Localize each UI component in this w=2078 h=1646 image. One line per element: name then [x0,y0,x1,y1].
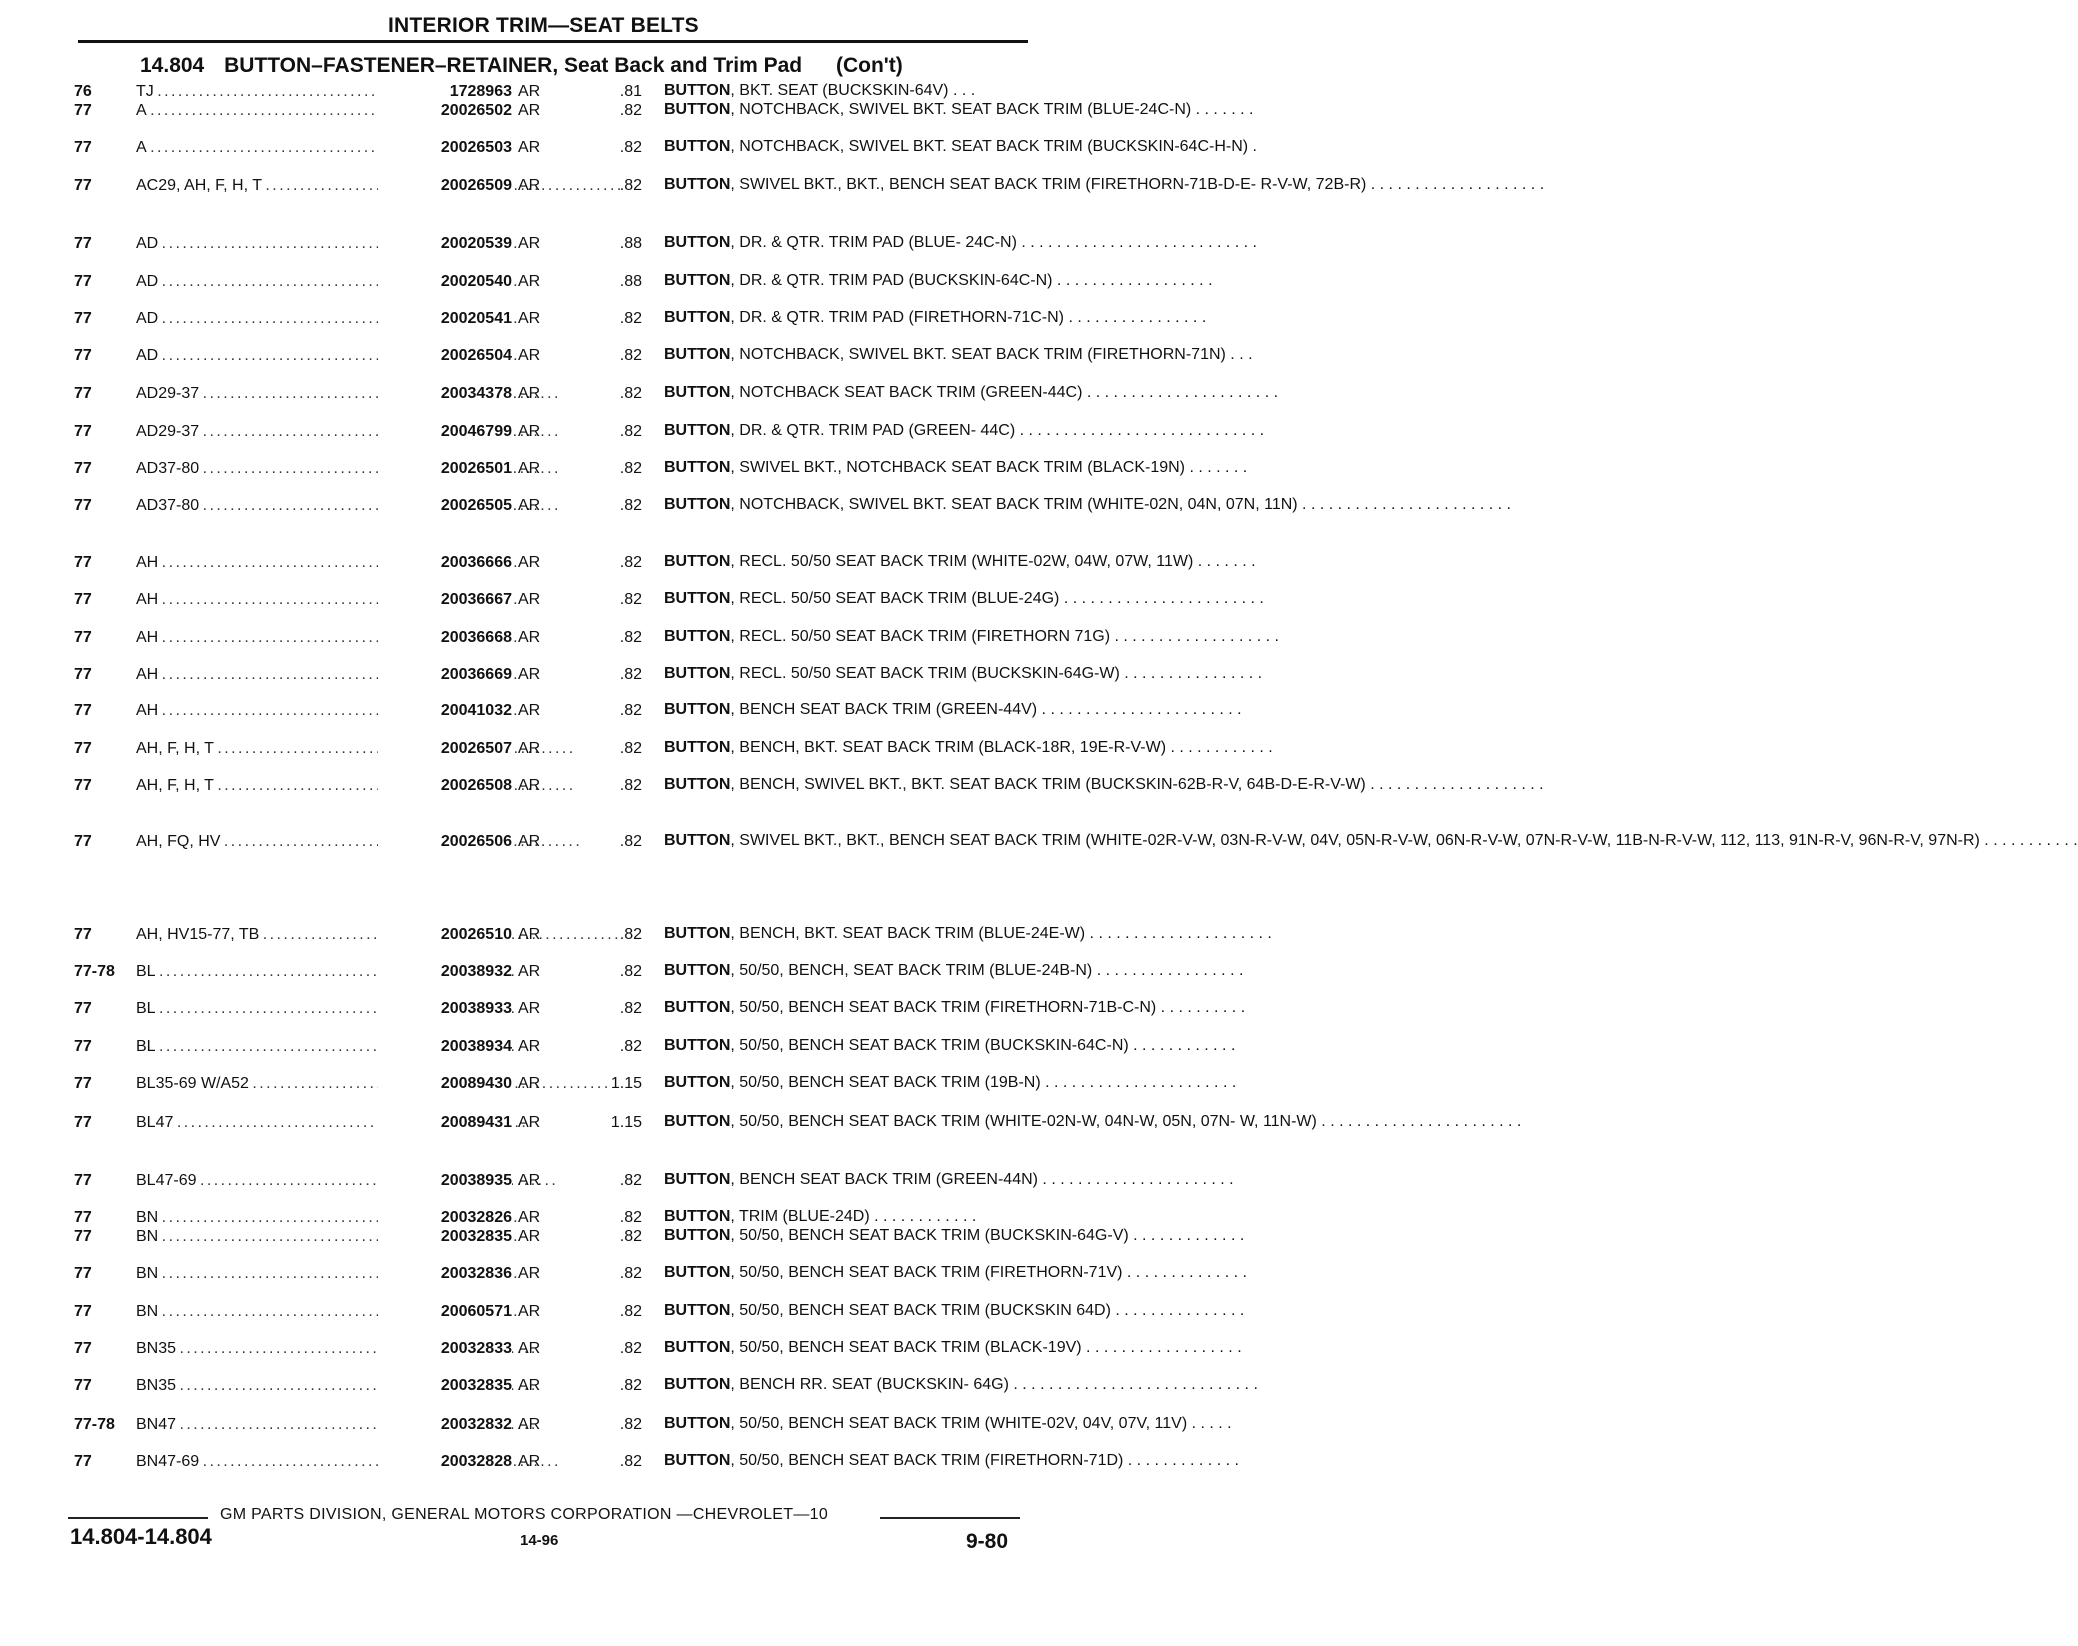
entry-part-number: 20032835 [378,1227,512,1246]
entry-model: BN . . . [136,1302,406,1321]
entry-description-block [664,590,1264,609]
entry-price: .82 [619,385,642,402]
entry-price: .82 [619,554,642,571]
entry-part-number: 20036669 [378,665,512,684]
entry-quantity: AR [518,1114,541,1131]
footer-page-number: 14-96 [520,1532,559,1549]
entry-model: TJ . . . [136,82,406,101]
entry-model: AH . . . [136,628,406,647]
entry-price: .82 [619,1377,642,1394]
entry-quantity: AR [518,1209,541,1226]
entry-price: .82 [619,423,642,440]
entry-price: .82 [619,591,642,608]
entry-model: AD . . . [136,309,406,328]
entry-part-number: 20026506 [378,832,512,851]
entry-model: BN47 . . . [136,1415,406,1434]
entry-quantity: AR [518,554,541,571]
entry-part-number: 20026507 [378,739,512,758]
entry-year: 77 [74,926,92,943]
entry-quantity: AR [518,310,541,327]
entry-price: .82 [619,1416,642,1433]
entry-description: BUTTON, SWIVEL BKT., BKT., BENCH SEAT BACK TRIM (FIRETHORN-71B-D-E- R-V-W, 72B-R) . . . . . . . . . . . . . . . . . . . . [664,176,1545,193]
entry-part-number: 20089431 [378,1113,512,1132]
entry-model: AD37-80 . . . [136,459,406,478]
entry-description-block [664,832,2078,851]
entry-part-number: 20026505 [378,496,512,515]
footer-rule-left [68,1517,208,1519]
entry-quantity: AR [518,1000,541,1017]
entry-description: BUTTON, BENCH SEAT BACK TRIM (GREEN-44V) . . . . . . . . . . . . . . . . . . . . . . . [664,701,1242,718]
entry-year: 77 [74,139,92,156]
entry-description: BUTTON, RECL. 50/50 SEAT BACK TRIM (BUCKSKIN-64G-W) . . . . . . . . . . . . . . . . [664,665,1263,682]
entry-description-block [664,234,1257,253]
entry-price: .82 [619,740,642,757]
entry-year: 77 [74,497,92,514]
entry-description-block [664,701,1242,720]
entry-year: 77 [74,1000,92,1017]
entry-year: 77 [74,1114,92,1131]
entry-year: 77 [74,310,92,327]
entry-part-number: 20026502 [378,101,512,120]
entry-description-block [664,1339,1242,1358]
entry-price: .82 [619,177,642,194]
entry-part-number: 20034378 [378,384,512,403]
entry-part-number: 20032836 [378,1264,512,1283]
entry-quantity: AR [518,740,541,757]
entry-description: BUTTON, 50/50, BENCH SEAT BACK TRIM (WHITE-02V, 04V, 07V, 11V) . . . . . [664,1415,1232,1432]
entry-price: .82 [619,1000,642,1017]
entry-part-number: 20032832 [378,1415,512,1434]
entry-price: .81 [619,83,642,100]
entry-price: .82 [619,963,642,980]
entry-price: .82 [619,666,642,683]
entry-description: BUTTON, NOTCHBACK, SWIVEL BKT. SEAT BACK TRIM (FIRETHORN-71N) . . . [664,346,1253,363]
entry-description-block [664,422,1265,441]
entry-year: 77 [74,629,92,646]
entry-price: .82 [619,1228,642,1245]
entry-year: 77 [74,702,92,719]
entry-price: .82 [619,1303,642,1320]
entry-model: A . . . [136,101,406,120]
entry-year: 77 [74,554,92,571]
entry-year: 77 [74,1303,92,1320]
entry-model: AH . . . [136,590,406,609]
entry-description-block [664,1208,1024,1227]
entry-year: 77 [74,740,92,757]
entry-year: 77 [74,385,92,402]
entry-description-block [664,1037,1236,1056]
entry-part-number: 20032835 [378,1376,512,1395]
entry-quantity: AR [518,423,541,440]
entry-description: BUTTON, BENCH, SWIVEL BKT., BKT. SEAT BACK TRIM (BUCKSKIN-62B-R-V, 64B-D-E-R-V-W) . . . . . . . . . . . . . . . . . . . . [664,776,1544,793]
entry-description: BUTTON, RECL. 50/50 SEAT BACK TRIM (BLUE-24G) . . . . . . . . . . . . . . . . . . . . . . . [664,590,1264,607]
entry-quantity: AR [518,273,541,290]
entry-year: 77 [74,423,92,440]
entry-description: BUTTON, NOTCHBACK, SWIVEL BKT. SEAT BACK TRIM (BUCKSKIN-64C-H-N) . [664,138,1257,155]
entry-part-number: 20026501 [378,459,512,478]
entry-description-block [664,1074,1237,1093]
footer-date: 9-80 [966,1530,1009,1553]
entry-description-block [664,628,1279,647]
entry-part-number: 20038935 [378,1171,512,1190]
entry-model: AH, HV15-77, TB . . . [136,925,406,944]
entry-price: .82 [619,310,642,327]
entry-quantity: AR [518,385,541,402]
entry-price: .82 [619,1265,642,1282]
entry-description: BUTTON, TRIM (BLUE-24D) . . . . . . . . . . . . [664,1208,977,1225]
entry-description: BUTTON, DR. & QTR. TRIM PAD (FIRETHORN-71C-N) . . . . . . . . . . . . . . . . [664,309,1207,326]
entry-description-block [664,665,1263,684]
entry-model: BL47-69 . . . [136,1171,406,1190]
entry-description-block [664,346,1253,365]
entry-quantity: AR [518,1038,541,1055]
entry-quantity: AR [518,347,541,364]
entry-part-number: 20020541 [378,309,512,328]
entry-price: .82 [619,497,642,514]
entry-part-number: 20026509 [378,176,512,195]
entry-description-block [664,1171,1234,1190]
entry-description: BUTTON, 50/50, BENCH SEAT BACK TRIM (19B-N) . . . . . . . . . . . . . . . . . . . . . . [664,1074,1237,1091]
section-heading [140,54,903,78]
entry-model: BN47-69 . . . [136,1452,406,1471]
entry-price: .82 [619,1038,642,1055]
entry-year: 77 [74,1340,92,1357]
page-header-title: INTERIOR TRIM—SEAT BELTS [388,14,699,37]
entry-price: .82 [619,1340,642,1357]
entry-model: AC29, AH, F, H, T . . . [136,176,406,195]
entry-description-block [664,496,1511,515]
entry-quantity: AR [518,177,541,194]
entry-part-number: 20038934 [378,1037,512,1056]
entry-model: A . . . [136,138,406,157]
entry-part-number: 20026510 [378,925,512,944]
entry-price: .82 [619,833,642,850]
entry-description-block [664,739,1273,758]
section-number: 14.804 [140,54,205,77]
entry-description: BUTTON, 50/50, BENCH SEAT BACK TRIM (WHITE-02N-W, 04N-W, 05N, 07N- W, 11N-W) . . . . . . . . . . . . . . . . . . . . . . . [664,1113,1522,1130]
entry-quantity: AR [518,702,541,719]
entry-price: .82 [619,1209,642,1226]
entry-description: BUTTON, BENCH SEAT BACK TRIM (GREEN-44N) . . . . . . . . . . . . . . . . . . . . . . [664,1171,1234,1188]
entry-part-number: 20026508 [378,776,512,795]
entry-description-block [664,999,1246,1018]
entry-quantity: AR [518,1228,541,1245]
entry-part-number: 20041032 [378,701,512,720]
entry-description: BUTTON, DR. & QTR. TRIM PAD (GREEN- 44C) . . . . . . . . . . . . . . . . . . . . . . . . . . . . [664,422,1265,439]
entry-year: 77 [74,666,92,683]
entry-model: AH, F, H, T . . . [136,739,406,758]
entry-description: BUTTON, 50/50, BENCH SEAT BACK TRIM (BUCKSKIN-64C-N) . . . . . . . . . . . . [664,1037,1236,1054]
entry-part-number: 20032826 [378,1208,512,1227]
entry-part-number: 20026504 [378,346,512,365]
entry-quantity: AR [518,963,541,980]
entry-part-number: 20026503 [378,138,512,157]
entry-price: .82 [619,926,642,943]
footer-corporation: GM PARTS DIVISION, GENERAL MOTORS CORPORATION —CHEVROLET—10 [220,1506,829,1523]
entry-description-block [664,101,1254,120]
entry-quantity: AR [518,139,541,156]
entry-quantity: AR [518,1453,541,1470]
entry-year: 77 [74,460,92,477]
entry-description: BUTTON, DR. & QTR. TRIM PAD (BUCKSKIN-64C-N) . . . . . . . . . . . . . . . . . . [664,272,1213,289]
entry-quantity: AR [518,83,541,100]
entry-price: .82 [619,139,642,156]
entry-price: .82 [619,777,642,794]
entry-price: .82 [619,347,642,364]
entry-part-number: 20032828 [378,1452,512,1471]
entry-model: BL35-69 W/A52 . . . [136,1074,406,1093]
entry-part-number: 20089430 [378,1074,512,1093]
entry-year: 77 [74,347,92,364]
entry-part-number: 20038933 [378,999,512,1018]
entry-description-block [664,309,1207,328]
entry-price: .82 [619,1172,642,1189]
entry-quantity: AR [518,235,541,252]
entry-price: .88 [619,235,642,252]
entry-quantity: AR [518,460,541,477]
entry-year: 77 [74,273,92,290]
entry-model: AD29-37 . . . [136,422,406,441]
entry-model: AD . . . [136,346,406,365]
entry-model: BN35 . . . [136,1376,406,1395]
entry-description: BUTTON, NOTCHBACK, SWIVEL BKT. SEAT BACK TRIM (BLUE-24C-N) . . . . . . . [664,101,1254,118]
entry-description: BUTTON, NOTCHBACK, SWIVEL BKT. SEAT BACK TRIM (WHITE-02N, 04N, 07N, 11N) . . . . . . . . . . . . . . . . . . . . . . . . [664,496,1511,513]
entry-part-number: 20036667 [378,590,512,609]
entry-part-number: 20020539 [378,234,512,253]
entry-quantity: AR [518,629,541,646]
entry-part-number: 1728963 [378,82,512,101]
entry-description-block [664,138,1257,157]
entry-description-block [664,384,1279,403]
entry-model: BL . . . [136,1037,406,1056]
entry-description: BUTTON, DR. & QTR. TRIM PAD (BLUE- 24C-N) . . . . . . . . . . . . . . . . . . . . . . . . . . . [664,234,1257,251]
entry-part-number: 20020540 [378,272,512,291]
entry-description-block [664,553,1256,572]
entry-year: 77 [74,777,92,794]
entry-year: 77 [74,1265,92,1282]
entry-price: 1.15 [610,1075,642,1092]
entry-year: 77 [74,235,92,252]
entry-description: BUTTON, 50/50, BENCH SEAT BACK TRIM (BUCKSKIN 64D) . . . . . . . . . . . . . . . [664,1302,1245,1319]
entry-description: BUTTON, 50/50, BENCH SEAT BACK TRIM (BUCKSKIN-64G-V) . . . . . . . . . . . . . [664,1227,1245,1244]
entry-description-block [664,1376,1258,1395]
entry-year: 77-78 [74,963,115,980]
entry-quantity: AR [518,777,541,794]
section-continued: (Con't) [835,54,903,77]
entry-description-block [664,176,1545,195]
entry-model: BN35 . . . [136,1339,406,1358]
entry-part-number: 20032833 [378,1339,512,1358]
entry-price: .82 [619,460,642,477]
entry-year: 77 [74,1075,92,1092]
entry-model: BN . . . [136,1227,406,1246]
entry-description-block [664,962,1244,981]
entry-quantity: AR [518,833,541,850]
entry-model: AH . . . [136,553,406,572]
entry-model: AH, FQ, HV . . . [136,832,406,851]
entry-description-block [664,272,1213,291]
entry-model: AH . . . [136,701,406,720]
entry-model: AD . . . [136,234,406,253]
entry-quantity: AR [518,1303,541,1320]
entry-description: BUTTON, BKT. SEAT (BUCKSKIN-64V) . . . [664,82,976,99]
entry-year: 76 [74,83,92,100]
entry-description: BUTTON, BENCH, BKT. SEAT BACK TRIM (BLACK-18R, 19E-R-V-W) . . . . . . . . . . . . [664,739,1273,756]
entry-model: AD . . . [136,272,406,291]
entry-description: BUTTON, 50/50, BENCH SEAT BACK TRIM (FIRETHORN-71B-C-N) . . . . . . . . . . [664,999,1246,1016]
entry-year: 77 [74,591,92,608]
section-title: BUTTON–FASTENER–RETAINER, Seat Back and Trim Pad [224,54,803,77]
entry-quantity: AR [518,1075,541,1092]
entry-description: BUTTON, NOTCHBACK SEAT BACK TRIM (GREEN-44C) . . . . . . . . . . . . . . . . . . . . . . [664,384,1279,401]
entry-part-number: 20036666 [378,553,512,572]
entry-year: 77-78 [74,1416,115,1433]
entry-description: BUTTON, SWIVEL BKT., NOTCHBACK SEAT BACK TRIM (BLACK-19N) . . . . . . . [664,459,1248,476]
entry-quantity: AR [518,1265,541,1282]
entry-price: .82 [619,1453,642,1470]
entry-description: BUTTON, BENCH RR. SEAT (BUCKSKIN- 64G) . . . . . . . . . . . . . . . . . . . . . . . . . . . . [664,1376,1258,1393]
entry-quantity: AR [518,102,541,119]
entry-quantity: AR [518,591,541,608]
entry-price: .82 [619,702,642,719]
entry-quantity: AR [518,1377,541,1394]
entry-description-block [664,776,1544,795]
entry-model: BL . . . [136,962,406,981]
entry-quantity: AR [518,1416,541,1433]
entry-model: AH, F, H, T . . . [136,776,406,795]
entry-part-number: 20036668 [378,628,512,647]
entry-price: .88 [619,273,642,290]
entry-quantity: AR [518,497,541,514]
entry-part-number: 20038932 [378,962,512,981]
entry-model: BL47 . . . [136,1113,406,1132]
entry-model: BL . . . [136,999,406,1018]
entry-description-block [664,1302,1245,1321]
header-rule [78,40,1028,43]
entry-description: BUTTON, SWIVEL BKT., BKT., BENCH SEAT BACK TRIM (WHITE-02R-V-W, 03N-R-V-W, 04V, 05N-R-V-W, 06N-R-V-W, 07N-R-V-W, 11B-N-R-V-W, 112, 113, 91N-R-V, 96N-R-V, 97N-R) . . . . . . . . . . . [664,832,2078,849]
entry-year: 77 [74,833,92,850]
entry-model: BN . . . [136,1264,406,1283]
entry-price: 1.15 [610,1114,642,1131]
entry-model: BN . . . [136,1208,406,1227]
entry-quantity: AR [518,1172,541,1189]
entry-year: 77 [74,1209,92,1226]
entry-description: BUTTON, RECL. 50/50 SEAT BACK TRIM (FIRETHORN 71G) . . . . . . . . . . . . . . . . . . . [664,628,1279,645]
entry-quantity: AR [518,926,541,943]
entry-year: 77 [74,177,92,194]
entry-description: BUTTON, RECL. 50/50 SEAT BACK TRIM (WHITE-02W, 04W, 07W, 11W) . . . . . . . [664,553,1256,570]
entry-year: 77 [74,1453,92,1470]
entry-model: AH . . . [136,665,406,684]
entry-description-block [664,459,1248,478]
entry-description: BUTTON, 50/50, BENCH SEAT BACK TRIM (BLACK-19V) . . . . . . . . . . . . . . . . . . [664,1339,1242,1356]
footer-rule-right [880,1517,1020,1519]
entry-description: BUTTON, 50/50, BENCH, SEAT BACK TRIM (BLUE-24B-N) . . . . . . . . . . . . . . . . . [664,962,1244,979]
entry-price: .82 [619,102,642,119]
entry-year: 77 [74,1377,92,1394]
entry-part-number: 20060571 [378,1302,512,1321]
entry-description-block [664,1227,1245,1246]
entry-quantity: AR [518,666,541,683]
entry-description-block [664,1113,1522,1132]
entry-part-number: 20046799 [378,422,512,441]
entry-description: BUTTON, BENCH, BKT. SEAT BACK TRIM (BLUE-24E-W) . . . . . . . . . . . . . . . . . . . . . [664,925,1272,942]
entry-year: 77 [74,1228,92,1245]
entry-description-block [664,82,1024,101]
entry-description-block [664,1415,1232,1434]
entry-description: BUTTON, 50/50, BENCH SEAT BACK TRIM (FIRETHORN-71D) . . . . . . . . . . . . . [664,1452,1239,1469]
entry-description-block [664,925,1272,944]
entry-quantity: AR [518,1340,541,1357]
entry-price: .82 [619,629,642,646]
footer-section-range: 14.804-14.804 [70,1524,212,1549]
entry-year: 77 [74,102,92,119]
entry-description: BUTTON, 50/50, BENCH SEAT BACK TRIM (FIRETHORN-71V) . . . . . . . . . . . . . . [664,1264,1247,1281]
entry-model: AD37-80 . . . [136,496,406,515]
entry-description-block [664,1264,1247,1283]
entry-year: 77 [74,1172,92,1189]
entry-year: 77 [74,1038,92,1055]
entry-description-block [664,1452,1239,1471]
entry-model: AD29-37 . . . [136,384,406,403]
